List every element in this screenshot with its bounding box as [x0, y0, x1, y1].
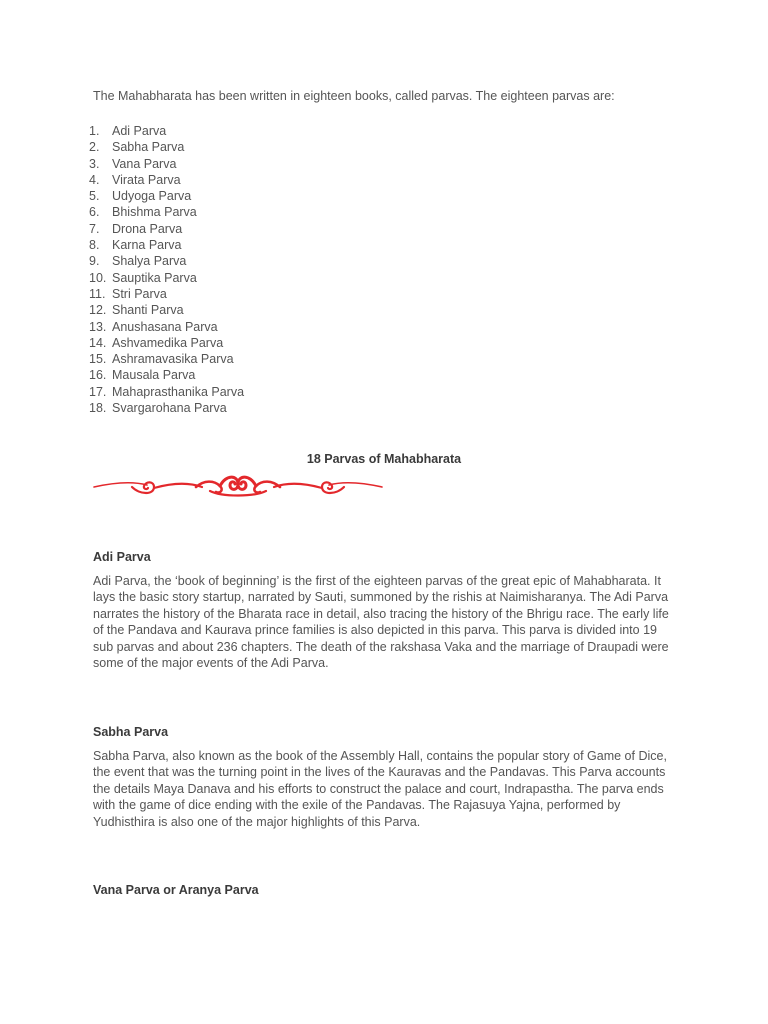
list-item: [89, 270, 244, 286]
list-item-number: 16.: [89, 368, 107, 383]
list-item: [89, 384, 244, 400]
list-item-label: Ashramavasika Parva: [112, 352, 234, 367]
list-item-number: 14.: [89, 335, 107, 350]
list-item-number: 2.: [89, 140, 100, 155]
list-item-label: Drona Parva: [112, 221, 183, 236]
list-item: [89, 221, 244, 237]
list-item-number: 13.: [89, 319, 107, 334]
list-item-number: 17.: [89, 384, 107, 399]
list-item: [89, 204, 244, 220]
list-item: [89, 253, 244, 269]
list-item: [89, 335, 244, 351]
list-item-number: 15.: [89, 352, 107, 367]
list-item-label: Svargarohana Parva: [112, 401, 227, 416]
section-body-sabha-parva: Sabha Parva, also known as the book of the Assembly Hall, contains the popular story of Game of Dice, the event that was the turning point in the lives of the Kauravas and the Pandavas. This Parva accounts the details Maya Danava and his efforts to construct the palace and court, Indrapastha. The parva ends with the game of dice ending with the exile of the Pandavas. The Rajasuya Yajna, performed by Yudhisthira is also one of the major highlights of this Parva.: [93, 749, 667, 829]
list-item-number: 4.: [89, 172, 100, 187]
list-item-label: Shalya Parva: [112, 254, 187, 269]
section-title: 18 Parvas of Mahabharata: [306, 452, 462, 466]
list-item-label: Mausala Parva: [112, 368, 196, 383]
list-item-label: Vana Parva: [112, 156, 177, 171]
list-item: [89, 156, 244, 172]
section-heading-vana-parva: Vana Parva or Aranya Parva: [93, 883, 259, 897]
list-item-label: Mahaprasthanika Parva: [112, 384, 245, 399]
list-item-label: Bhishma Parva: [112, 205, 197, 220]
list-item-label: Ashvamedika Parva: [112, 335, 224, 350]
ornamental-divider-icon: [92, 471, 384, 499]
section-body-adi-parva: Adi Parva, the ‘book of beginning’ is the first of the eighteen parvas of the great epic of Mahabharata. It lays the basic story startup, narrated by Sauti, summoned by the rishis at Naimisharanya. The Adi Parva narrates the history of the Bharata race in detail, also tracing the history of the Bhrigu race. The early life of the Pandava and Kaurava prince families is also depicted in this parva. This parva is divided into 19 sub parvas and about 236 chapters. The death of the rakshasa Vaka and the marriage of Draupadi were some of the major events of the Adi Parva.: [93, 574, 669, 671]
list-item: [89, 351, 244, 367]
list-item-label: Sabha Parva: [112, 140, 185, 155]
list-item-number: 10.: [89, 270, 107, 285]
section-heading-sabha-parva: Sabha Parva: [93, 725, 169, 739]
parva-list: [89, 123, 244, 416]
list-item-label: Shanti Parva: [112, 303, 184, 318]
list-item-number: 12.: [89, 303, 107, 318]
list-item: [89, 188, 244, 204]
list-item-number: 6.: [89, 205, 100, 220]
list-item: [89, 123, 244, 139]
list-item-label: Adi Parva: [112, 124, 167, 138]
list-item-number: 7.: [89, 221, 100, 236]
list-item: [89, 286, 244, 302]
list-item-number: 18.: [89, 401, 107, 416]
list-item: [89, 319, 244, 335]
list-item-label: Karna Parva: [112, 238, 182, 253]
intro-text: The Mahabharata has been written in eighteen books, called parvas. The eighteen parvas are:: [93, 89, 615, 103]
list-item-number: 1.: [89, 124, 100, 138]
list-item-number: 8.: [89, 238, 100, 253]
list-item-label: Stri Parva: [112, 286, 167, 301]
list-item-number: 5.: [89, 189, 100, 204]
list-item-label: Udyoga Parva: [112, 189, 192, 204]
list-item: [89, 400, 244, 416]
list-item-label: Anushasana Parva: [112, 319, 218, 334]
list-item-label: Virata Parva: [112, 172, 181, 187]
section-heading-adi-parva: Adi Parva: [93, 550, 151, 564]
list-item: [89, 237, 244, 253]
list-item: [89, 367, 244, 383]
list-item-number: 9.: [89, 254, 100, 269]
list-item: [89, 172, 244, 188]
list-item: [89, 139, 244, 155]
list-item-number: 3.: [89, 156, 100, 171]
list-item-number: 11.: [89, 286, 106, 301]
list-item: [89, 302, 244, 318]
list-item-label: Sauptika Parva: [112, 270, 197, 285]
